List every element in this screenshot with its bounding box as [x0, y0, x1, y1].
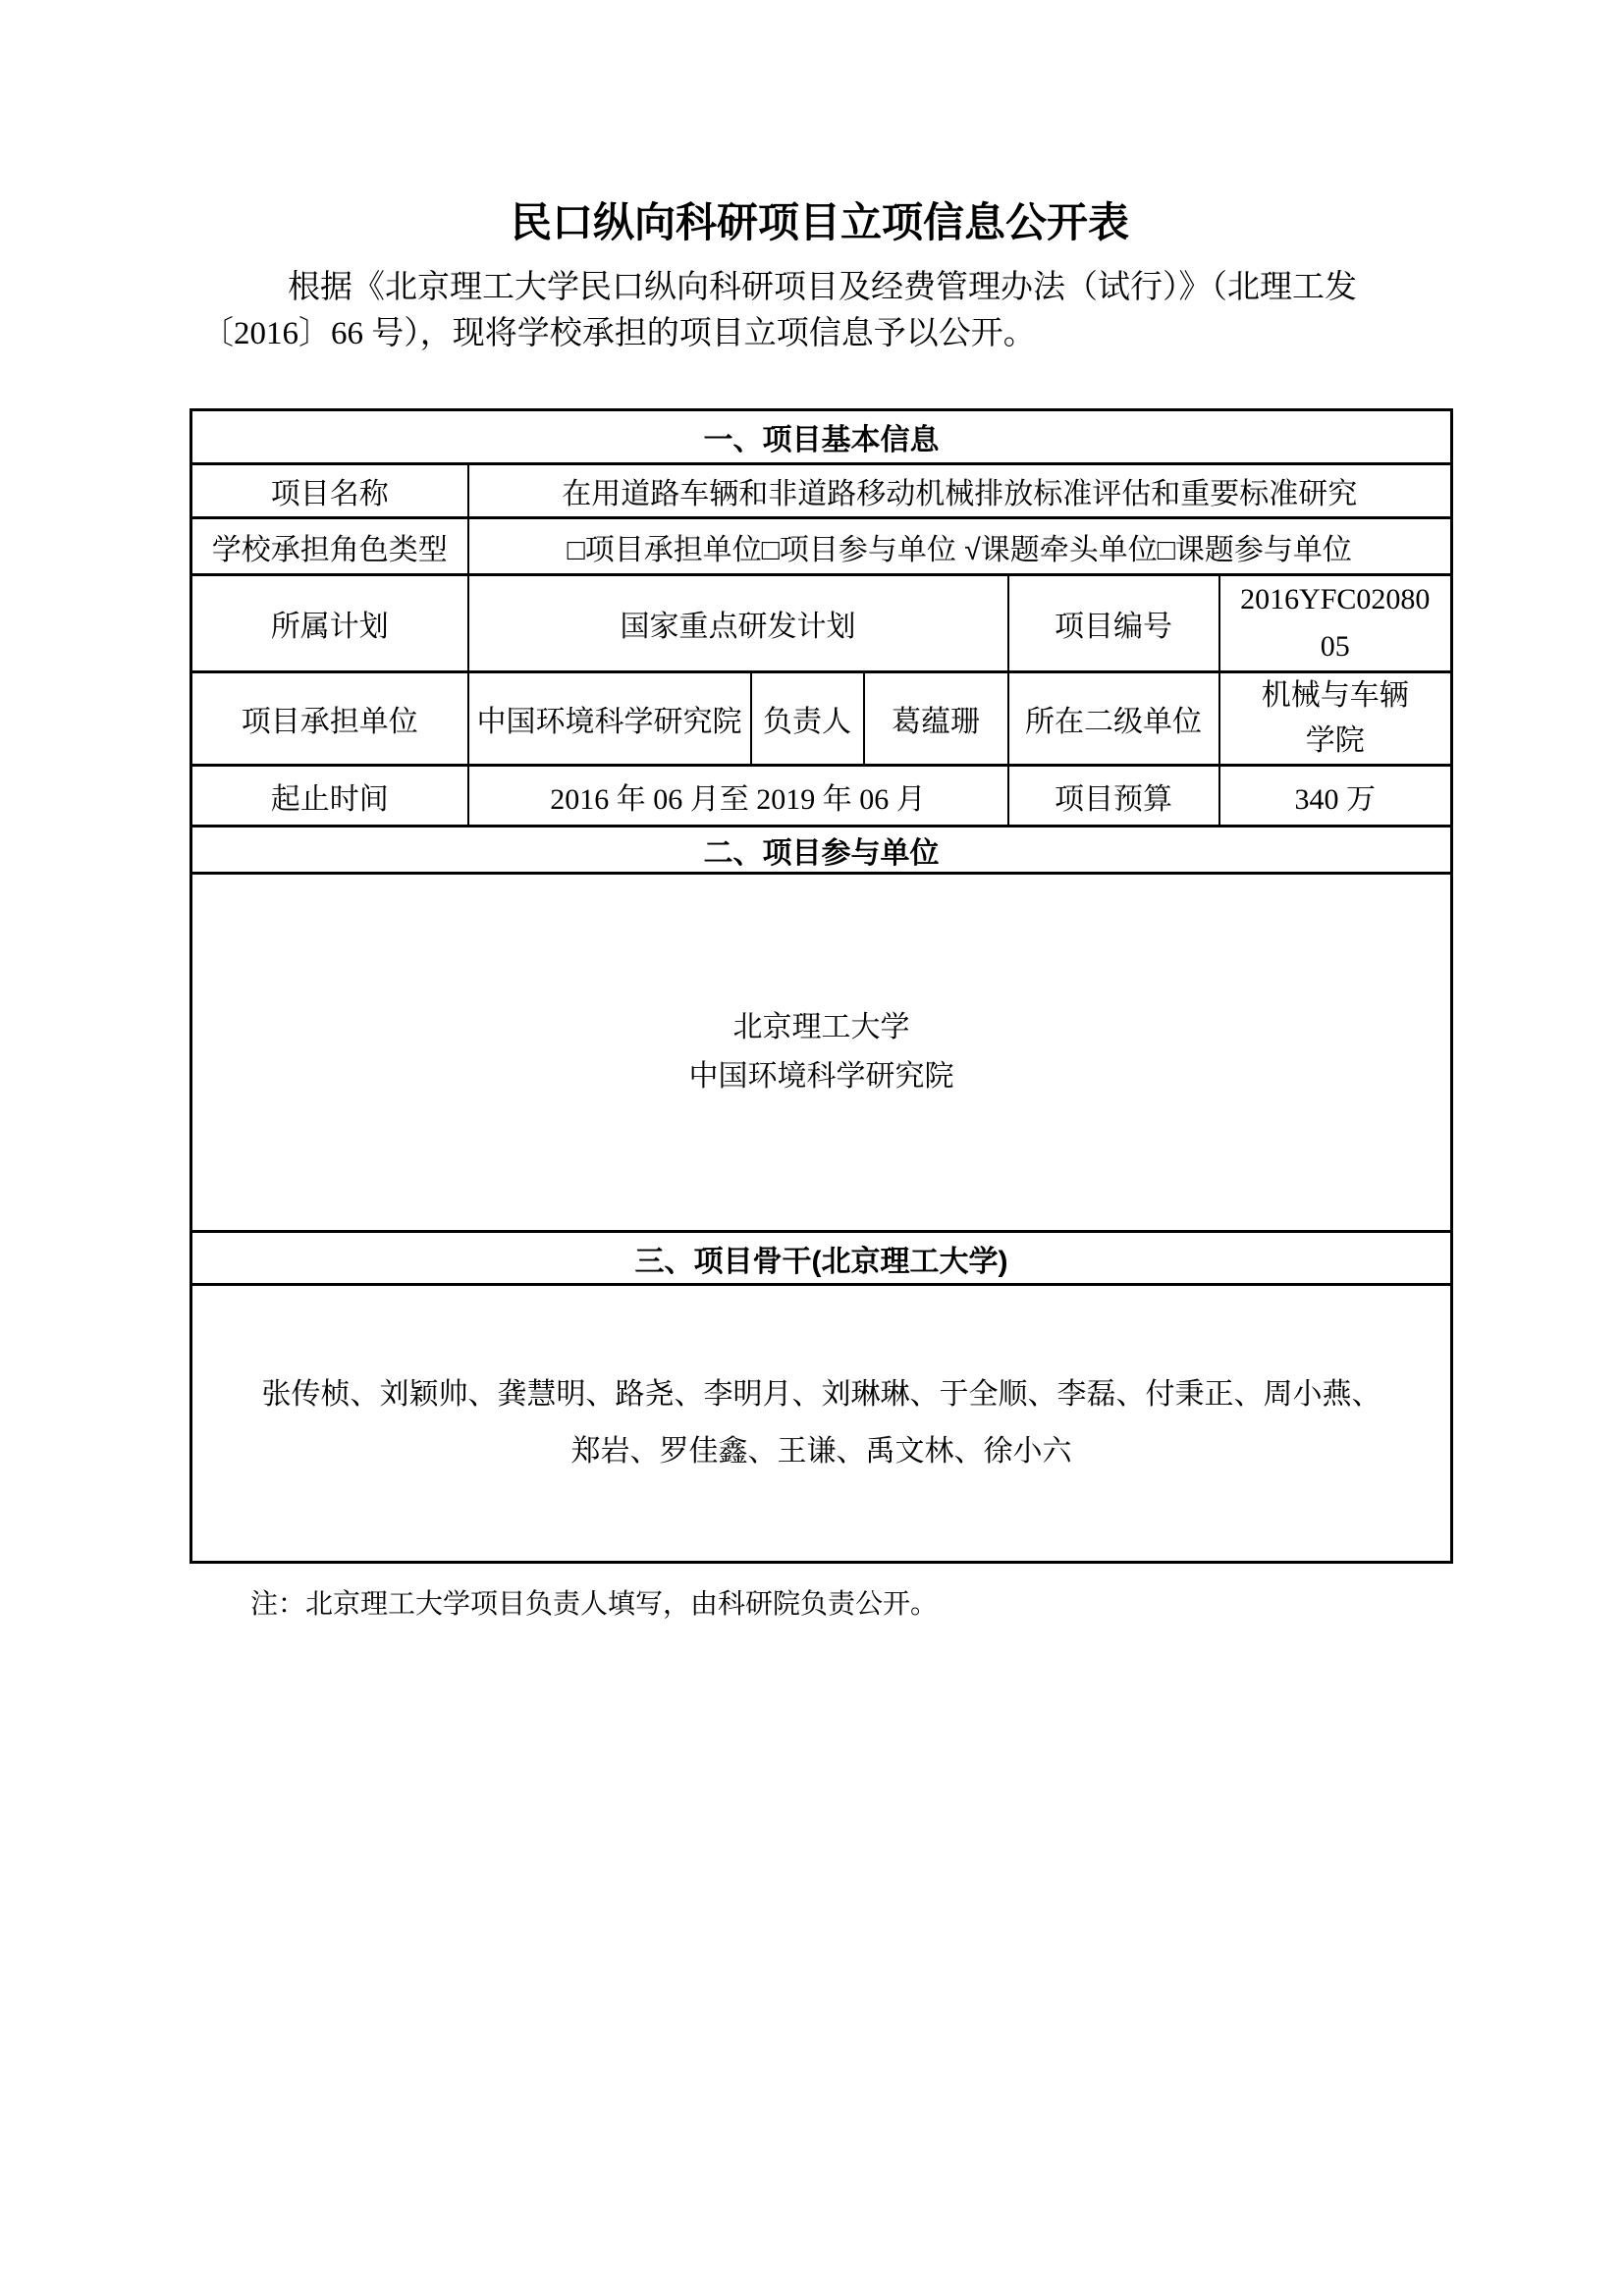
project-name-value: 在用道路车辆和非道路移动机械排放标准评估和重要标准研究	[468, 464, 1452, 518]
project-number-value	[1219, 575, 1452, 672]
project-number-text: 2016YFC0208005	[1240, 583, 1431, 663]
table-row	[191, 1285, 1452, 1563]
leader-value: 葛蕴珊	[864, 672, 1008, 766]
duration-label: 起止时间	[191, 766, 468, 827]
undertaking-unit-label: 项目承担单位	[191, 672, 468, 766]
section2-header: 二、项目参与单位	[191, 827, 1452, 874]
table-row	[191, 575, 1452, 672]
participant-unit: 中国环境科学研究院	[688, 1060, 954, 1093]
budget-value: 340 万	[1219, 766, 1452, 827]
school-role-label: 学校承担角色类型	[191, 518, 468, 575]
table-row	[191, 410, 1452, 464]
document-content	[189, 0, 1450, 1625]
budget-label: 项目预算	[1008, 766, 1219, 827]
intro-paragraph	[201, 265, 1440, 357]
table-row	[191, 672, 1452, 766]
undertaking-unit-value: 中国环境科学研究院	[468, 672, 751, 766]
participant-unit: 北京理工大学	[732, 1011, 910, 1043]
plan-value: 国家重点研发计划	[468, 575, 1008, 672]
members-line: 张传桢、刘颖帅、龚慧明、路尧、李明月、刘琳琳、于全顺、李磊、付秉正、周小燕、	[261, 1378, 1381, 1411]
table-row	[191, 766, 1452, 827]
table-row	[191, 464, 1452, 518]
project-number-label: 项目编号	[1008, 575, 1219, 672]
footnote: 注：北京理工大学项目负责人填写，由科研院负责公开。	[250, 1589, 939, 1620]
table-row	[191, 518, 1452, 575]
participants-cell	[191, 874, 1452, 1232]
project-info-table	[189, 408, 1453, 1564]
secondary-unit-value	[1219, 672, 1452, 766]
intro-line-1: 根据《北京理工大学民口纵向科研项目及经费管理办法（试行）》（北理工发	[288, 270, 1357, 305]
secondary-unit-text: 机械与车辆学院	[1261, 679, 1409, 757]
intro-line-2: 〔2016〕66 号），现将学校承担的项目立项信息予以公开。	[201, 316, 1036, 351]
table-row	[191, 827, 1452, 874]
section1-header: 一、项目基本信息	[191, 410, 1452, 464]
secondary-unit-label: 所在二级单位	[1008, 672, 1219, 766]
members-cell	[191, 1285, 1452, 1563]
school-role-value: □项目承担单位□项目参与单位 √课题牵头单位□课题参与单位	[468, 518, 1452, 575]
project-name-label: 项目名称	[191, 464, 468, 518]
members-line: 郑岩、罗佳鑫、王谦、禹文林、徐小六	[570, 1435, 1072, 1468]
table-row	[191, 874, 1452, 1232]
plan-label: 所属计划	[191, 575, 468, 672]
duration-value: 2016 年 06 月至 2019 年 06 月	[468, 766, 1008, 827]
leader-label: 负责人	[751, 672, 864, 766]
table-row	[191, 1232, 1452, 1285]
page-title: 民口纵向科研项目立项信息公开表	[510, 201, 1129, 246]
section3-header: 三、项目骨干(北京理工大学)	[191, 1232, 1452, 1285]
